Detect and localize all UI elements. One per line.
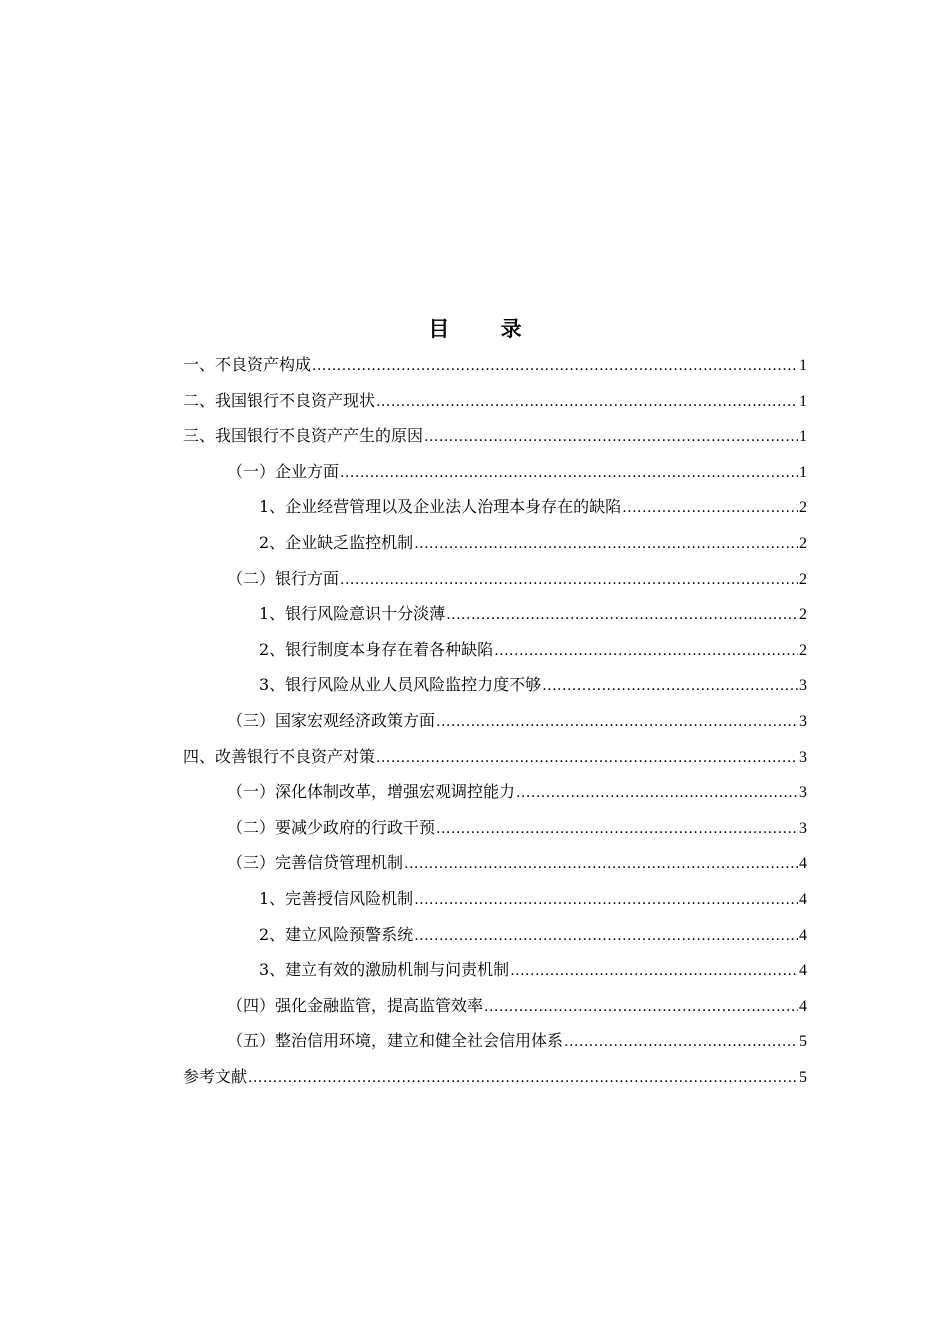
toc-entry-page-number: 4 <box>799 855 807 873</box>
toc-dot-leader <box>564 1025 798 1061</box>
toc-entry[interactable] <box>183 418 807 454</box>
toc-entry[interactable] <box>183 1059 807 1095</box>
toc-dot-leader <box>484 990 798 1026</box>
toc-entry[interactable] <box>183 774 807 810</box>
toc-entry[interactable] <box>183 917 807 953</box>
toc-entry-page-number: 1 <box>799 428 807 446</box>
toc-dot-leader <box>404 847 798 883</box>
toc-dot-leader <box>622 491 798 527</box>
toc-entry-title: 参考文献 <box>183 1066 248 1086</box>
toc-title: 目 录 <box>428 316 544 341</box>
toc-dot-leader <box>424 420 798 456</box>
toc-entry-page-number: 1 <box>799 357 807 374</box>
toc-entry-page-number: 3 <box>799 748 807 766</box>
toc-dot-leader <box>340 456 798 492</box>
toc-dot-leader <box>414 527 798 563</box>
toc-entry-title: （二）要减少政府的行政干预 <box>227 817 436 837</box>
toc-entry-title: （一）深化体制改革，增强宏观调控能力 <box>227 782 516 802</box>
toc-entry-title: 1、企业经营管理以及企业法人治理本身存在的缺陷 <box>259 497 622 517</box>
toc-entry[interactable] <box>183 810 807 846</box>
toc-dot-leader <box>376 741 798 777</box>
toc-entry-title: 2、企业缺乏监控机制 <box>259 532 414 552</box>
toc-entry-page-number: 4 <box>799 890 807 908</box>
toc-entry-title: 3、银行风险从业人员风险监控力度不够 <box>259 675 542 695</box>
toc-entry[interactable] <box>183 596 807 632</box>
toc-entry-page-number: 2 <box>799 570 807 588</box>
toc-entry-title: （二）银行方面 <box>227 568 340 588</box>
toc-entry[interactable] <box>183 347 807 383</box>
toc-dot-leader <box>312 349 798 385</box>
toc-entry[interactable] <box>183 952 807 988</box>
toc-entry-title: 四、改善银行不良资产对策 <box>183 746 376 766</box>
toc-entry[interactable] <box>183 667 807 703</box>
toc-dot-leader <box>248 1061 798 1097</box>
toc-entry-page-number: 1 <box>799 463 807 481</box>
toc-entry-page-number: 3 <box>799 677 807 695</box>
toc-entry-title: （五）整治信用环境，建立和健全社会信用体系 <box>227 1031 564 1051</box>
toc-entry-page-number: 3 <box>799 712 807 730</box>
toc-entry-title: 一、不良资产构成 <box>183 355 312 374</box>
toc-dot-leader <box>436 812 798 848</box>
toc-entry-page-number: 3 <box>799 784 807 802</box>
toc-entry[interactable] <box>183 845 807 881</box>
toc-entry-page-number: 2 <box>799 606 807 624</box>
toc-entry-title: 1、完善授信风险机制 <box>259 888 414 908</box>
toc-entry-page-number: 4 <box>799 997 807 1015</box>
toc-entry[interactable] <box>183 383 807 419</box>
toc-entry[interactable] <box>183 988 807 1024</box>
toc-entry-title: （一）企业方面 <box>227 461 340 481</box>
table-of-contents <box>183 347 807 1094</box>
toc-entry[interactable] <box>183 525 807 561</box>
toc-dot-leader <box>376 385 798 421</box>
toc-entry-title: 2、建立风险预警系统 <box>259 924 414 944</box>
toc-dot-leader <box>340 563 798 599</box>
toc-entry-page-number: 2 <box>799 534 807 552</box>
toc-entry-page-number: 5 <box>799 1068 807 1086</box>
toc-entry-page-number: 2 <box>799 499 807 517</box>
toc-entry[interactable] <box>183 454 807 490</box>
toc-dot-leader <box>446 598 798 634</box>
toc-entry[interactable] <box>183 632 807 668</box>
toc-dot-leader <box>414 919 798 955</box>
toc-entry[interactable] <box>183 489 807 525</box>
toc-dot-leader <box>542 669 798 705</box>
toc-entry-page-number: 4 <box>799 962 807 980</box>
toc-entry-title: 二、我国银行不良资产现状 <box>183 390 376 410</box>
toc-entry-title: （三）国家宏观经济政策方面 <box>227 710 436 730</box>
toc-dot-leader <box>494 634 798 670</box>
toc-dot-leader <box>510 954 798 990</box>
toc-entry[interactable] <box>183 703 807 739</box>
toc-entry-title: 三、我国银行不良资产产生的原因 <box>183 426 424 446</box>
toc-entry-page-number: 1 <box>799 392 807 410</box>
toc-entry-title: 2、银行制度本身存在着各种缺陷 <box>259 639 494 659</box>
toc-entry[interactable] <box>183 881 807 917</box>
toc-dot-leader <box>436 705 798 741</box>
toc-entry-title: （四）强化金融监管，提高监管效率 <box>227 995 484 1015</box>
toc-entry-title: 3、建立有效的激励机制与问责机制 <box>259 960 510 980</box>
toc-entry[interactable] <box>183 561 807 597</box>
toc-dot-leader <box>414 883 798 919</box>
toc-dot-leader <box>516 776 798 812</box>
toc-entry-title: 1、银行风险意识十分淡薄 <box>259 604 446 624</box>
toc-entry-page-number: 2 <box>799 641 807 659</box>
toc-entry-page-number: 3 <box>799 819 807 837</box>
toc-entry[interactable] <box>183 739 807 775</box>
toc-entry-page-number: 5 <box>799 1033 807 1051</box>
toc-entry-title: （三）完善信贷管理机制 <box>227 853 404 873</box>
toc-entry-page-number: 4 <box>799 926 807 944</box>
toc-entry[interactable] <box>183 1023 807 1059</box>
